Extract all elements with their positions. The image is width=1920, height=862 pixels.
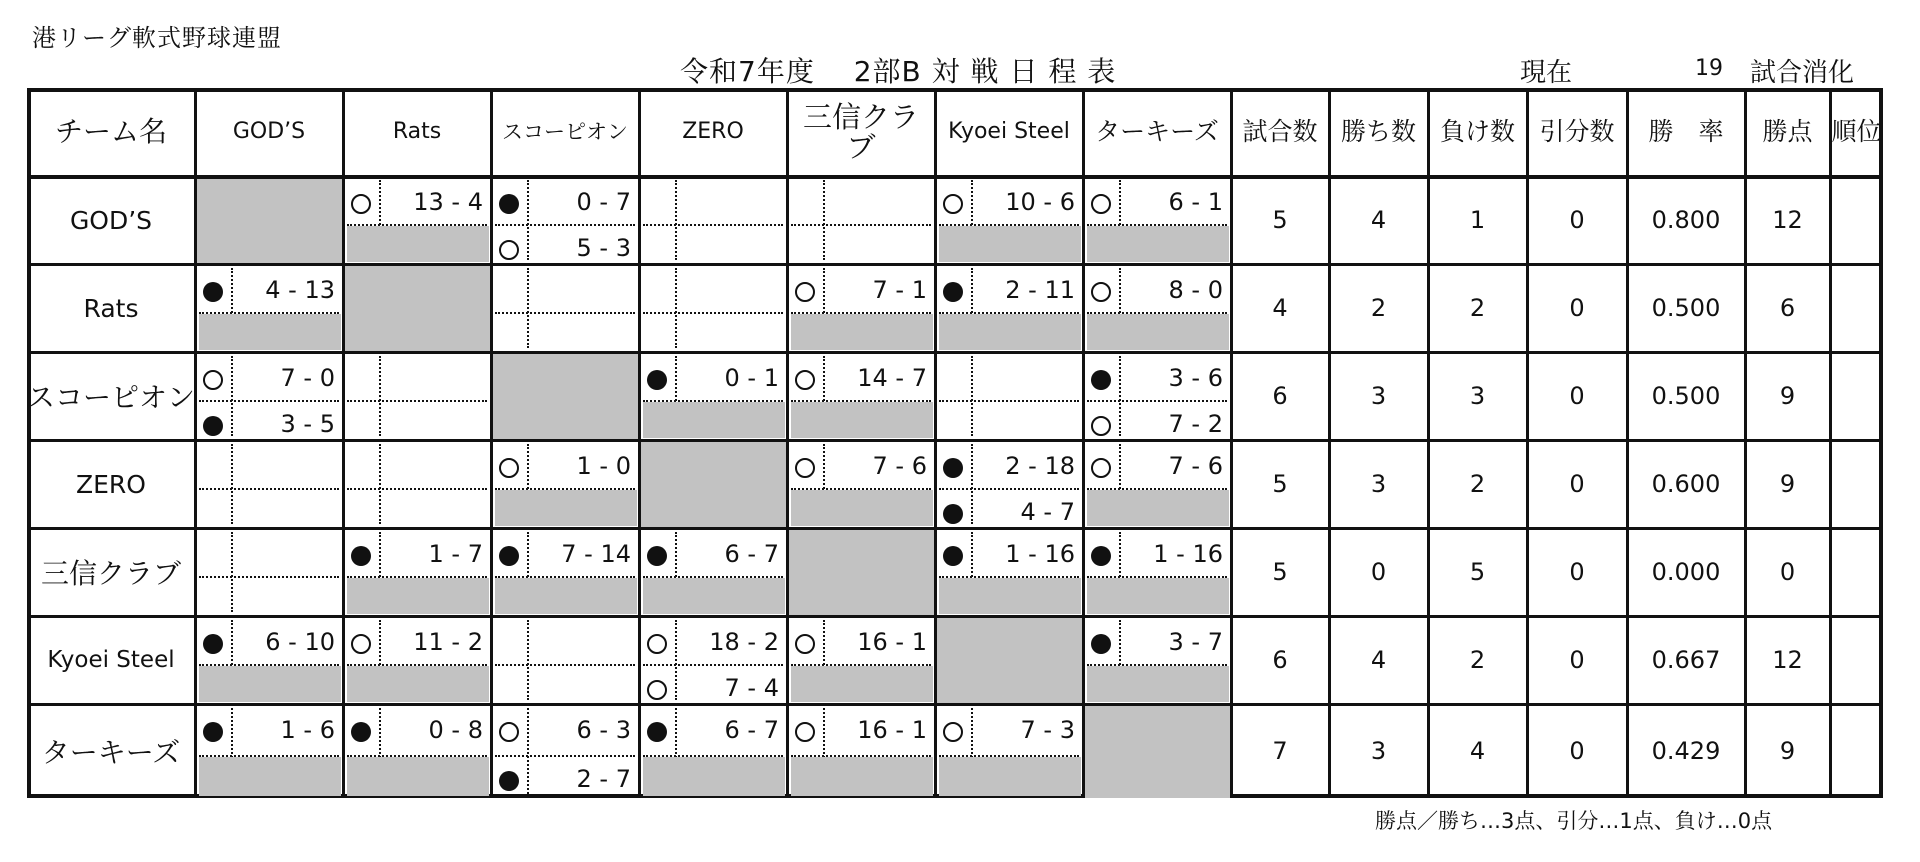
match-score: 6 - 1 xyxy=(1168,188,1223,216)
opponent-header: Kyoei Steel xyxy=(948,119,1070,145)
column-divider xyxy=(342,88,345,798)
unplayed-slot xyxy=(347,757,489,796)
row-stat: 3 xyxy=(1370,382,1387,410)
unplayed-slot xyxy=(347,226,489,262)
cell-dotted-divider xyxy=(971,444,973,524)
unplayed-slot xyxy=(199,666,341,702)
team-name-header: チーム名 xyxy=(54,115,167,149)
row-stat: 5 xyxy=(1469,558,1486,586)
win-circle-icon xyxy=(499,240,519,260)
match-score: 3 - 5 xyxy=(280,410,335,438)
self-match-cell xyxy=(195,176,343,264)
row-stat: 9 xyxy=(1779,382,1796,410)
cell-dotted-divider xyxy=(231,356,233,436)
stat-header: 勝ち数 xyxy=(1340,116,1416,146)
match-score: 0 - 1 xyxy=(724,364,779,392)
match-score: 0 - 7 xyxy=(576,188,631,216)
loss-circle-icon xyxy=(351,722,371,742)
unplayed-slot xyxy=(1087,578,1229,614)
stat-header: 勝点 xyxy=(1762,116,1813,146)
match-score: 7 - 14 xyxy=(561,540,631,568)
row-stat xyxy=(1830,264,1883,352)
cell-dotted-divider xyxy=(527,268,529,348)
unplayed-slot xyxy=(791,490,933,526)
row-stat: 7 xyxy=(1272,737,1288,765)
unplayed-slot xyxy=(1087,314,1229,350)
opponent-header: 三信クラブ xyxy=(802,99,919,164)
row-stat: 4 xyxy=(1469,737,1486,765)
row-stat: 2 xyxy=(1370,294,1387,322)
cell-dotted-divider xyxy=(231,444,233,524)
unplayed-slot xyxy=(347,666,489,702)
row-stat: 5 xyxy=(1272,206,1288,234)
win-circle-icon xyxy=(203,370,223,390)
row-stat: 0.800 xyxy=(1651,206,1721,234)
cell-dotted-divider xyxy=(379,444,381,524)
match-score: 1 - 16 xyxy=(1005,540,1075,568)
win-circle-icon xyxy=(499,458,519,478)
row-team-name: 三信クラブ xyxy=(40,557,181,590)
loss-circle-icon xyxy=(351,546,371,566)
row-stat: 0.600 xyxy=(1651,470,1721,498)
row-stat: 0 xyxy=(1779,558,1796,586)
match-score: 6 - 7 xyxy=(724,716,779,744)
win-circle-icon xyxy=(795,370,815,390)
self-match-cell xyxy=(787,528,935,616)
match-score: 13 - 4 xyxy=(413,188,483,216)
row-stat: 6 xyxy=(1272,382,1288,410)
self-match-cell xyxy=(343,264,491,352)
match-score: 2 - 11 xyxy=(1005,276,1075,304)
games-played-label: 試合消化 xyxy=(1750,58,1855,88)
match-score: 14 - 7 xyxy=(857,364,927,392)
unplayed-slot xyxy=(1087,226,1229,262)
match-score: 6 - 10 xyxy=(265,628,335,656)
win-circle-icon xyxy=(351,194,371,214)
column-divider xyxy=(490,88,493,798)
win-circle-icon xyxy=(647,680,667,700)
match-score: 3 - 7 xyxy=(1168,628,1223,656)
loss-circle-icon xyxy=(647,546,667,566)
win-circle-icon xyxy=(1091,282,1111,302)
match-score: 3 - 6 xyxy=(1168,364,1223,392)
loss-circle-icon xyxy=(943,546,963,566)
row-stat: 0 xyxy=(1370,558,1387,586)
loss-circle-icon xyxy=(203,416,223,436)
row-stat xyxy=(1830,616,1883,704)
match-score: 7 - 6 xyxy=(1168,452,1223,480)
row-stat: 5 xyxy=(1272,558,1288,586)
row-stat: 0.500 xyxy=(1651,382,1721,410)
cell-dotted-divider xyxy=(1119,356,1121,436)
unplayed-slot xyxy=(791,314,933,350)
win-circle-icon xyxy=(351,634,371,654)
column-divider xyxy=(786,88,789,798)
loss-circle-icon xyxy=(203,722,223,742)
match-score: 8 - 0 xyxy=(1168,276,1223,304)
page-title: 令和7年度 2部B 対 戦 日 程 表 xyxy=(680,55,1117,88)
cell-dotted-divider xyxy=(495,755,635,757)
games-played-count: 19 xyxy=(1695,56,1723,81)
cell-dotted-divider xyxy=(1087,400,1227,402)
cell-dotted-divider xyxy=(527,620,529,700)
stat-header: 引分数 xyxy=(1539,116,1615,146)
stat-header: 勝 率 xyxy=(1648,116,1724,146)
cell-dotted-divider xyxy=(495,664,635,666)
points-note: 勝点／勝ち…3点、引分…1点、負け…0点 xyxy=(1375,809,1773,833)
organization-name: 港リーグ軟式野球連盟 xyxy=(32,24,282,52)
row-stat: 2 xyxy=(1469,470,1486,498)
row-stat xyxy=(1830,176,1883,264)
loss-circle-icon xyxy=(1091,634,1111,654)
match-score: 6 - 3 xyxy=(576,716,631,744)
cell-dotted-divider xyxy=(939,488,1079,490)
match-score: 2 - 18 xyxy=(1005,452,1075,480)
row-stat xyxy=(1830,352,1883,440)
cell-dotted-divider xyxy=(495,312,635,314)
row-team-name: Kyoei Steel xyxy=(47,647,175,673)
match-score: 1 - 16 xyxy=(1153,540,1223,568)
cell-dotted-divider xyxy=(199,576,339,578)
row-stat: 0 xyxy=(1569,737,1585,765)
row-stat: 0.429 xyxy=(1651,737,1721,765)
match-score: 6 - 7 xyxy=(724,540,779,568)
row-stat: 0 xyxy=(1569,470,1585,498)
cell-dotted-divider xyxy=(675,620,677,700)
cell-dotted-divider xyxy=(495,224,635,226)
column-divider xyxy=(1082,88,1085,798)
loss-circle-icon xyxy=(647,722,667,742)
loss-circle-icon xyxy=(943,504,963,524)
row-stat: 0.000 xyxy=(1651,558,1721,586)
match-score: 7 - 0 xyxy=(280,364,335,392)
row-team-name: ターキーズ xyxy=(41,736,181,769)
self-match-cell xyxy=(491,352,639,440)
match-score: 7 - 2 xyxy=(1168,410,1223,438)
win-circle-icon xyxy=(1091,416,1111,436)
loss-circle-icon xyxy=(1091,546,1111,566)
row-stat: 0.667 xyxy=(1651,646,1721,674)
unplayed-slot xyxy=(643,402,785,438)
unplayed-slot xyxy=(199,757,341,796)
win-circle-icon xyxy=(795,282,815,302)
row-stat: 0.500 xyxy=(1651,294,1721,322)
cell-dotted-divider xyxy=(231,532,233,612)
win-circle-icon xyxy=(1091,458,1111,478)
cell-dotted-divider xyxy=(347,488,487,490)
cell-dotted-divider xyxy=(971,356,973,436)
self-match-cell xyxy=(1083,704,1231,798)
loss-circle-icon xyxy=(499,771,519,791)
opponent-header: ZERO xyxy=(682,119,744,145)
unplayed-slot xyxy=(643,757,785,796)
cell-dotted-divider xyxy=(823,180,825,260)
match-score: 10 - 6 xyxy=(1005,188,1075,216)
opponent-header: スコーピオン xyxy=(502,119,628,144)
win-circle-icon xyxy=(795,634,815,654)
win-circle-icon xyxy=(795,722,815,742)
row-stat: 0 xyxy=(1569,382,1585,410)
row-team-name: Rats xyxy=(83,293,139,323)
unplayed-slot xyxy=(791,757,933,796)
row-team-name: スコーピオン xyxy=(27,381,196,414)
cell-dotted-divider xyxy=(939,400,1079,402)
win-circle-icon xyxy=(499,722,519,742)
row-stat: 4 xyxy=(1370,646,1387,674)
unplayed-slot xyxy=(939,757,1081,796)
loss-circle-icon xyxy=(203,282,223,302)
row-stat xyxy=(1830,704,1883,798)
column-divider xyxy=(934,88,937,798)
match-score: 4 - 7 xyxy=(1020,498,1075,526)
row-stat: 5 xyxy=(1272,470,1288,498)
match-score: 1 - 7 xyxy=(428,540,483,568)
row-stat: 12 xyxy=(1772,206,1803,234)
match-score: 1 - 0 xyxy=(576,452,631,480)
row-stat: 3 xyxy=(1370,737,1387,765)
win-circle-icon xyxy=(943,194,963,214)
row-stat: 1 xyxy=(1469,206,1486,234)
win-circle-icon xyxy=(647,634,667,654)
cell-dotted-divider xyxy=(643,664,783,666)
unplayed-slot xyxy=(1087,666,1229,702)
match-score: 2 - 7 xyxy=(576,765,631,793)
row-team-name: ZERO xyxy=(76,469,146,499)
opponent-header: GOD’S xyxy=(232,119,306,145)
status-now-label: 現在 xyxy=(1520,58,1573,88)
cell-dotted-divider xyxy=(675,180,677,260)
loss-circle-icon xyxy=(499,546,519,566)
column-divider xyxy=(638,88,641,798)
loss-circle-icon xyxy=(943,282,963,302)
row-stat: 12 xyxy=(1772,646,1803,674)
match-score: 18 - 2 xyxy=(709,628,779,656)
row-stat: 6 xyxy=(1779,294,1796,322)
match-score: 4 - 13 xyxy=(265,276,335,304)
cell-dotted-divider xyxy=(527,708,529,794)
unplayed-slot xyxy=(939,314,1081,350)
loss-circle-icon xyxy=(647,370,667,390)
unplayed-slot xyxy=(1087,490,1229,526)
unplayed-slot xyxy=(939,226,1081,262)
match-score: 7 - 6 xyxy=(872,452,927,480)
match-score: 16 - 1 xyxy=(857,716,927,744)
stat-header: 負け数 xyxy=(1439,116,1515,146)
loss-circle-icon xyxy=(499,194,519,214)
cell-dotted-divider xyxy=(527,180,529,260)
row-stat: 4 xyxy=(1272,294,1288,322)
cell-dotted-divider xyxy=(199,488,339,490)
stat-header: 順位 xyxy=(1831,116,1882,146)
match-score: 7 - 3 xyxy=(1020,716,1075,744)
match-score: 11 - 2 xyxy=(413,628,483,656)
row-stat: 6 xyxy=(1272,646,1288,674)
row-stat: 4 xyxy=(1370,206,1387,234)
match-score: 5 - 3 xyxy=(576,234,631,262)
cell-dotted-divider xyxy=(347,400,487,402)
row-stat xyxy=(1830,528,1883,616)
win-circle-icon xyxy=(943,722,963,742)
win-circle-icon xyxy=(1091,194,1111,214)
unplayed-slot xyxy=(939,578,1081,614)
loss-circle-icon xyxy=(203,634,223,654)
row-stat: 2 xyxy=(1469,294,1486,322)
row-stat: 0 xyxy=(1569,206,1585,234)
schedule-table xyxy=(27,88,1883,798)
row-stat: 0 xyxy=(1569,646,1585,674)
opponent-header: ターキーズ xyxy=(1095,116,1219,146)
unplayed-slot xyxy=(495,490,637,526)
row-stat xyxy=(1830,440,1883,528)
row-team-name: GOD’S xyxy=(69,205,153,235)
match-score: 0 - 8 xyxy=(428,716,483,744)
row-stat: 9 xyxy=(1779,470,1796,498)
cell-dotted-divider xyxy=(791,224,931,226)
opponent-header: Rats xyxy=(392,119,442,145)
row-stat: 0 xyxy=(1569,558,1585,586)
row-stat: 0 xyxy=(1569,294,1585,322)
match-score: 7 - 4 xyxy=(724,674,779,702)
loss-circle-icon xyxy=(943,458,963,478)
unplayed-slot xyxy=(495,578,637,614)
stat-header: 試合数 xyxy=(1242,116,1318,146)
row-stat: 9 xyxy=(1779,737,1796,765)
row-stat: 3 xyxy=(1370,470,1387,498)
match-score: 1 - 6 xyxy=(280,716,335,744)
unplayed-slot xyxy=(643,578,785,614)
match-score: 16 - 1 xyxy=(857,628,927,656)
match-score: 7 - 1 xyxy=(872,276,927,304)
self-match-cell xyxy=(935,616,1083,704)
unplayed-slot xyxy=(347,578,489,614)
cell-dotted-divider xyxy=(199,400,339,402)
row-stat: 2 xyxy=(1469,646,1486,674)
cell-dotted-divider xyxy=(643,224,783,226)
row-stat: 3 xyxy=(1469,382,1486,410)
loss-circle-icon xyxy=(1091,370,1111,390)
unplayed-slot xyxy=(199,314,341,350)
cell-dotted-divider xyxy=(675,268,677,348)
cell-dotted-divider xyxy=(643,312,783,314)
self-match-cell xyxy=(639,440,787,528)
win-circle-icon xyxy=(795,458,815,478)
unplayed-slot xyxy=(791,666,933,702)
unplayed-slot xyxy=(791,402,933,438)
cell-dotted-divider xyxy=(379,356,381,436)
